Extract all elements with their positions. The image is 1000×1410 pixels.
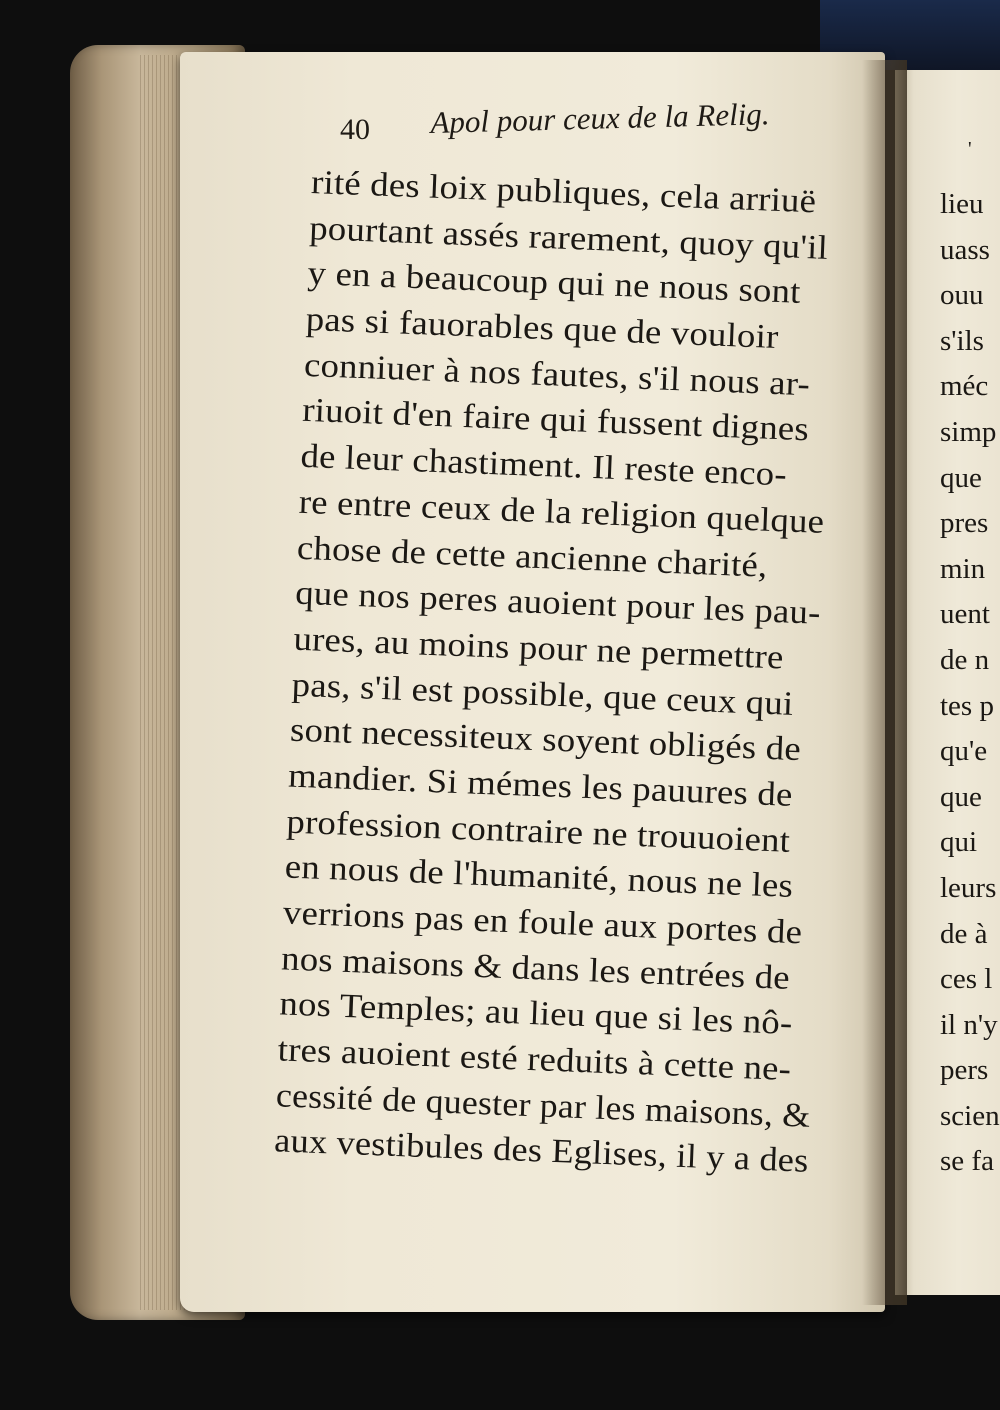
text-line: riuoit d'en faire qui fussent dignes [301, 392, 810, 449]
right-text-line: qu'e [940, 735, 988, 768]
right-page-text [940, 182, 1000, 1185]
text-line: profession contraire ne trouuoient [285, 803, 791, 860]
running-head [340, 96, 840, 165]
right-text-line: leurs [940, 871, 997, 904]
text-line: nos Temples; au lieu que si les nô- [278, 985, 794, 1043]
right-text-line: pers [940, 1054, 989, 1087]
right-text-line: qui [940, 826, 978, 859]
text-line: nos maisons & dans les entrées de [280, 940, 791, 997]
right-text-line: uass [940, 233, 990, 266]
text-line: y en a beaucoup qui ne nous sont [306, 255, 802, 312]
right-text-line: que [940, 461, 982, 494]
text-line: conniuer à nos fautes, s'il nous ar- [303, 346, 811, 404]
text-line: en nous de l'humanité, nous ne les [284, 848, 794, 906]
text-line: de leur chastiment. Il reste enco- [299, 437, 788, 494]
page-number: 40 [340, 113, 370, 146]
right-page-mark: ' [968, 138, 972, 160]
right-text-line: simp [940, 415, 997, 448]
text-line: pourtant assés rarement, quoy qu'il [308, 209, 829, 267]
text-line: que nos peres auoient pour les pau- [294, 574, 822, 633]
text-line: verrions pas en foule aux portes de [282, 894, 803, 952]
right-text-line: ces l [940, 963, 993, 996]
right-text-line: s'ils [940, 324, 984, 357]
right-text-line: méc [940, 370, 989, 403]
body-text [273, 160, 881, 1186]
right-text-line: scien [940, 1099, 1000, 1132]
text-line: cessité de quester par les maisons, & [275, 1077, 812, 1135]
text-line: aux vestibules des Eglises, il y a des [273, 1122, 810, 1181]
right-text-line: tes p [940, 689, 994, 722]
right-text-line: se fa [940, 1145, 994, 1178]
right-text-line: lieu [940, 188, 984, 220]
text-line: ures, au moins pour ne permettre [292, 620, 785, 677]
text-line: pas, s'il est possible, que ceux qui [291, 666, 795, 723]
right-text-line: que [940, 780, 982, 813]
right-text-line: il n'y [940, 1008, 998, 1041]
text-line: sont necessiteux soyent obligés de [289, 711, 802, 769]
text-line: mandier. Si mémes les pauures de [287, 757, 794, 814]
text-line: re entre ceux de la religion quelque [298, 483, 825, 541]
running-title: Apol pour ceux de la Relig. [430, 96, 770, 140]
right-text-line: uent [940, 598, 990, 631]
text-line: rité des loix publiques, cela arriuë [310, 163, 817, 221]
text-line: pas si fauorables que de vouloir [305, 300, 780, 357]
right-text-line: ouu [940, 279, 984, 312]
text-line: chose de cette ancienne charité, [296, 529, 769, 585]
right-text-line: de à [940, 917, 988, 950]
right-text-line: min [940, 552, 986, 585]
right-text-line: pres [940, 507, 989, 540]
text-line: tres auoient esté reduits à cette ne- [277, 1031, 792, 1089]
right-text-line: de n [940, 643, 990, 676]
